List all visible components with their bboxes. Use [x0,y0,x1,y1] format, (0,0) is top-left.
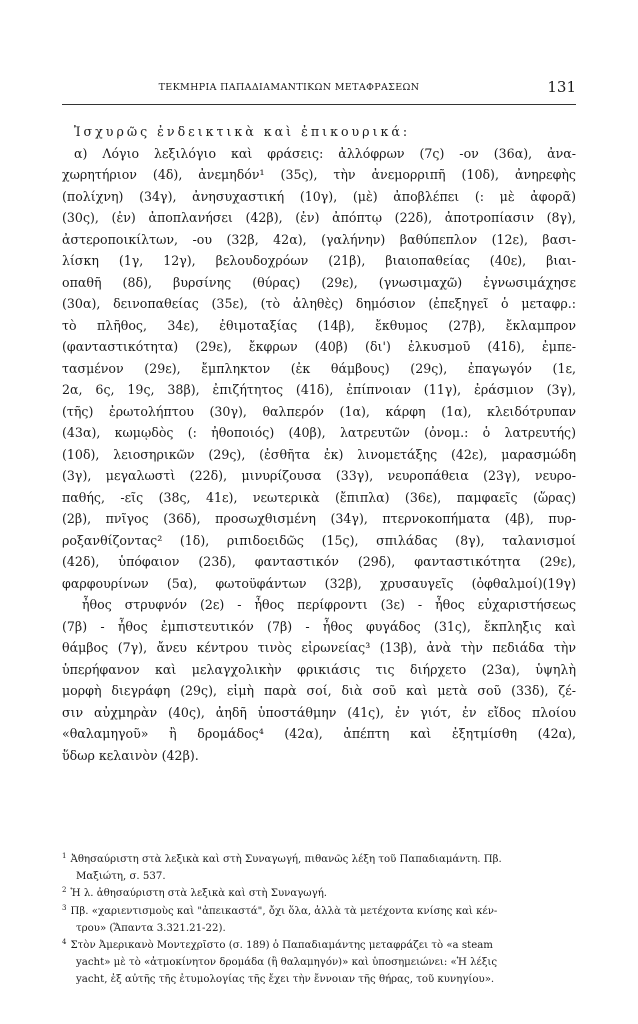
text-line: (42δ), ὑπόφαιον (23δ), φανταστικόν (29δ), φανταστικότητα (29ε), [62,554,576,569]
footnote-line [62,920,576,937]
paragraph-lines [62,143,576,767]
footnote-text: Στὸν Ἀμερικανὸ Μοντεχρῖστο (σ. 189) ὁ Παπαδιαμάντης μεταφράζει τὸ «a steam [70,939,493,951]
text-line: α) Λόγιο λεξιλόγιο καὶ φράσεις: ἀλλόφρων (7ς) -ον (36α), ἀνα- [74,145,576,161]
text-line: τασμένον (29ε), ἔμπληκτον (ἐκ θάμβους) (29ς), ἐπαγωγόν (1ε, [62,360,576,376]
text-line: ὑπερήφανον καὶ μελαγχολικὴν φρικιάσις τις διήρχετο (23α), ὑψηλὴ [62,661,576,677]
running-title: ΤΕΚΜΗΡΙΑ ΠΑΠΑΔΙΑΜΑΝΤΙΚΩΝ ΜΕΤΑΦΡΑΣΕΩΝ [158,82,420,93]
footnote-text: Πβ. «χαριεντισμοὺς καὶ "ἀπεικαστά", ὄχι ὅλα, ἀλλὰ τὰ μετέχοντα κνίσης καὶ κέν- [70,905,498,917]
page-number: 131 [547,78,576,96]
footnotes [62,851,576,989]
text-line: 2α, 6ς, 19ς, 38β), ἐπιζήτητος (41δ), ἐπίπνοιαν (11γ), ἐράσμιον (3γ), [62,382,576,397]
footnote-number: 4 [62,937,67,946]
footnote-text: Ἀθησαύριστη στὰ λεξικὰ καὶ στὴ Συναγωγή, πιθανῶς λέξη τοῦ Παπαδιαμάντη. Πβ. [70,854,502,865]
footnote-number: 3 [62,903,67,912]
text-line: ροξανθίζοντας² (1δ), ριπιδοειδῶς (15ς), σπιλάδας (8γ), ταλανισμοί [62,532,576,548]
main-text [62,121,576,766]
footnote-number: 1 [62,852,67,860]
footnote-text: yacht» μὲ τὸ «ἀτμοκίνητον δρομάδα (ἢ θαλαμηγόν)» καὶ ὑποσημειώνει: «Ἡ λέξις [76,957,498,969]
header-rule [62,104,576,105]
footnote-line [62,903,576,920]
text-line: ὕδωρ κελαινὸν (42β). [62,747,199,763]
text-line: λίσκη (1γ, 12γ), βελουδοχρόων (21β), βιαιοπαθείας (40ε), βιαι- [62,253,576,268]
section-heading: Ἰσχυρῶς ἐνδεικτικὰ καὶ ἐπικουρικά: [74,124,411,139]
text-line: χωρητήριον (4δ), ἀνεμηδόν¹ (35ς), τὴν ἀνεμορριπῆ (10δ), ἀνηρεφὴς [62,167,576,182]
running-header [62,76,576,100]
text-line: (10δ), λειοσηρικῶν (29ς), (ἐσθῆτα ἐκ) λινομετάξης (42ε), μαρασμώδη [62,446,576,462]
footnote-line [62,868,576,885]
text-line: (30α), δεινοπαθείας (35ε), (τὸ ἀληθὲς) δημόσιον (ἐπεξηγεῖ ὁ μεταφρ.: [62,296,576,311]
footnote-text: yacht, ἐξ αὐτῆς τῆς ἐτυμολογίας τῆς ἔχει τὴν ἔννοιαν τῆς θήρας, τοῦ κυνηγίου». [76,974,495,986]
text-line: ἦθος στρυφνόν (2ε) - ἦθος περίφροντι (3ε) - ἦθος εὐχαριστήσεως [82,597,576,612]
text-line: (3γ), μεγαλωστὶ (22δ), μινυρίζουσα (33γ), νευροπάθεια (23γ), νευρο- [62,468,576,483]
text-line: (7β) - ἦθος ἐμπιστευτικόν (7β) - ἦθος φυγάδος (31ς), ἔκπληξις καὶ [62,618,576,634]
text-line: (πολίχνη) (34γ), ἀνησυχαστική (10γ), (μὲ) ἀποβλέπει (: μὲ ἀφορᾶ) [62,188,576,204]
footnote-line [62,971,576,988]
footnote-line [62,851,576,868]
footnote-line [62,954,576,971]
text-line: θάμβος (7γ), ἄνευ κέντρου τινὸς εἰρωνείας³ (13β), ἀνὰ τὴν πεδιάδα τὴν [62,640,576,655]
text-line: (φανταστικότητα) (29ε), ἔκφρων (40β) (δι') ἐλκυσμοῦ (41δ), ἐμπε- [62,339,576,354]
text-line: οπαθῆ (8δ), βυρσίνης (θύρας) (29ε), (γνωσιμαχῶ) ἐγνωσιμάχησε [62,274,576,290]
text-line: μορφὴ διεγράφη (29ς), εἰμὴ παρὰ σοί, διὰ σοῦ καὶ μετὰ σοῦ (33δ), ζέ- [62,683,576,698]
text-line: (30ς), (ἐν) ἀποπλανήσει (42β), (ἐν) ἀπόπτῳ (22δ), ἀποτροπίασιν (8γ), [62,210,576,225]
text-line: «θαλαμηγοῦ» ἢ δρομάδος⁴ (42α), ἀπέπτη καὶ ἐξητμίσθη (42α), [62,726,576,741]
footnote-text: τρου» (Ἅπαντα 3.321.21-22). [76,922,226,934]
text-line: σιν αὐχμηρὰν (40ς), ἀηδῆ ὑποστάθμην (41ς), ἐν γιότ, ἐν εἴδος πλοίου [62,704,576,720]
text-line: τὸ πλῆθος, 34ε), ἐθιμοταξίας (14β), ἔκθυμος (27β), ἔκλαμπρον [62,317,576,333]
text-line: (43α), κωμῳδὸς (: ἠθοποιός) (40β), λατρευτῶν (ὀνομ.: ὁ λατρευτής) [62,425,576,440]
footnote-text: Μαξιώτη, σ. 537. [76,871,166,883]
footnote-line [62,937,576,954]
text-line: ἀστεροποικίλτων, -ου (32β, 42α), (γαλήνην) βαθύπεπλον (12ε), βασι- [62,231,576,247]
text-line: φαρφουρίνων (5α), φωτοϋφάντων (32β), χρυσαυγεῖς (ὀφθαλμοί)(19γ) [62,575,576,591]
footnote-text: Ἡ λ. ἀθησαύριστη στὰ λεξικὰ καὶ στὴ Συναγωγή. [70,888,328,900]
footnote-number: 2 [62,886,67,895]
footnote-line [62,885,576,902]
text-line: (τῆς) ἐρωτολήπτου (30γ), θαλπερόν (1α), κάρφη (1α), κλειδότρυπαν [62,403,576,419]
text-line: (2β), πνῖγος (36δ), προσωχθισμένη (34γ), πτερνοκοπήματα (4β), πυρ- [62,511,576,526]
text-line: παθής, -εῖς (38ς, 41ε), νεωτερικὰ (ἔπιπλα) (36ε), παμφαεῖς (ὥρας) [62,489,576,505]
